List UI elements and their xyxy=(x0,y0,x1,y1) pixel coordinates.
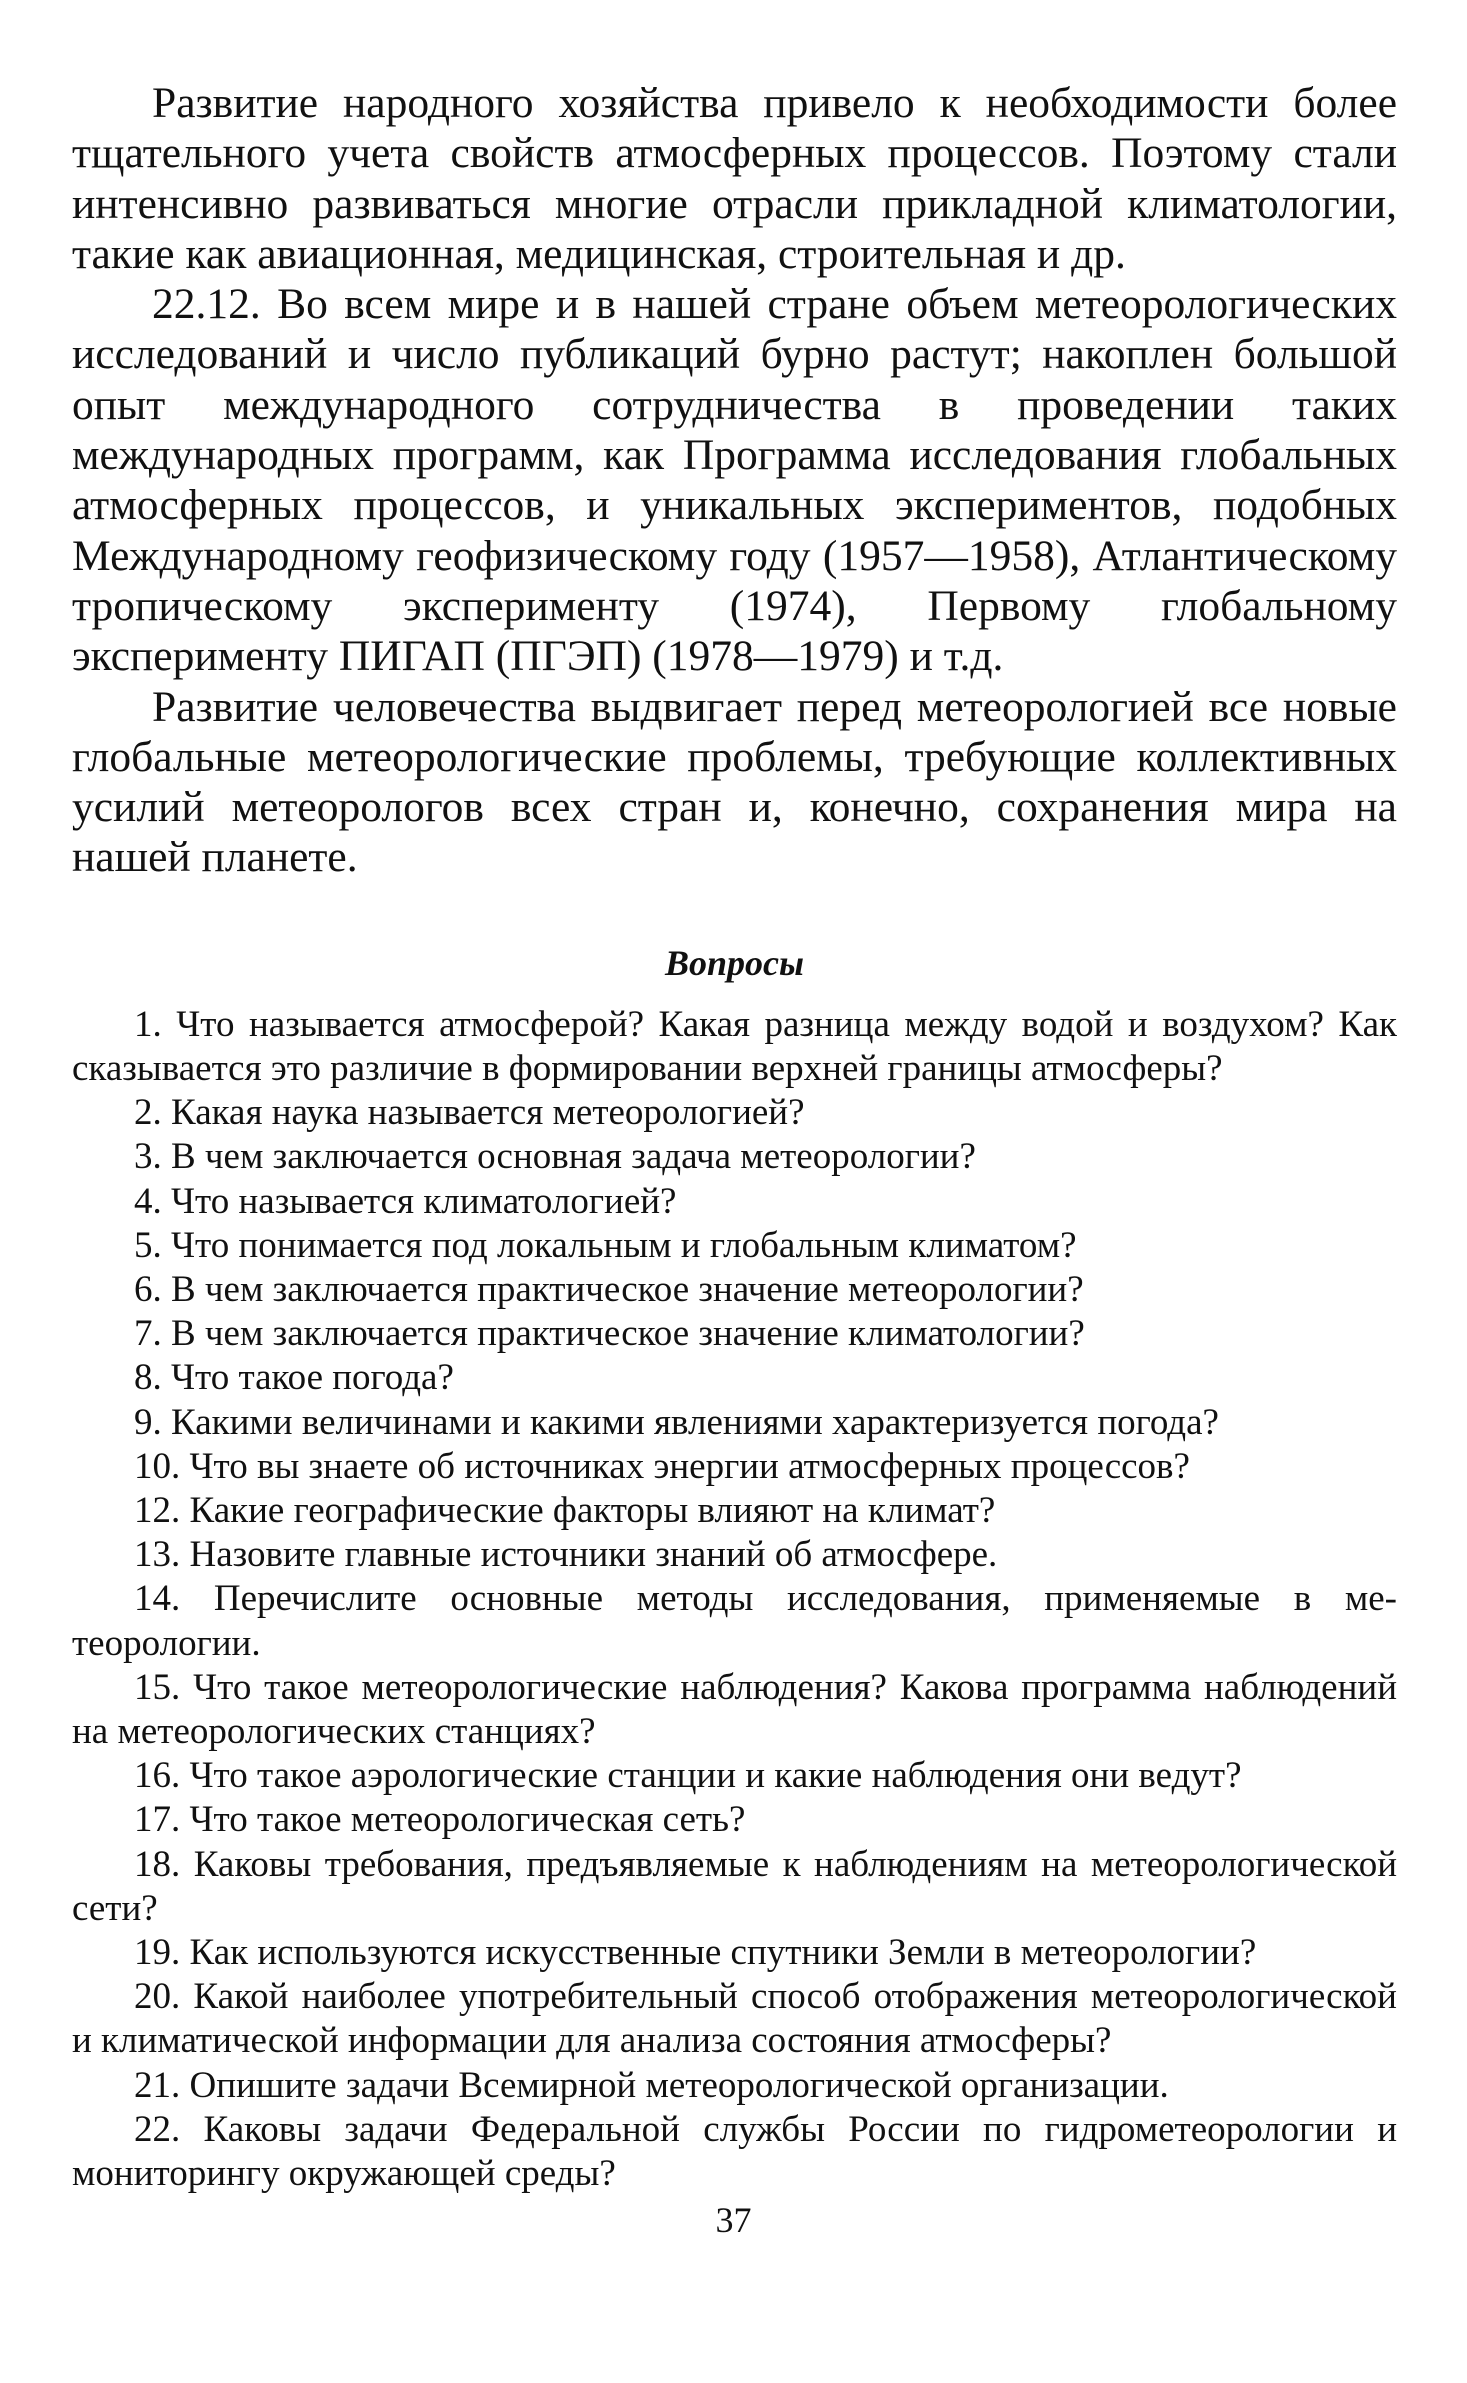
question-item: 4. Что называется климатологией? xyxy=(134,1180,677,1222)
paragraph-international-research: 22.12. Во всем мире и в нашей стране объем метеорологических исследований и число публикаций бурно растут; накоплен большой опыт международного сотрудничества в проведении таких международных программ, как Программа исследования глобальных атмосферных процессов, и уникальных экспериментов, подобных Международному геофизическому году (1957—1958), Атлантическому тропическому эксперименту (1974), Первому глобальному эксперименту ПИГАП (ПГЭП) (1978—1979) и т.д. xyxy=(72,280,1397,681)
question-item: 15. Что такое метеорологические наблюдения? Какова программа наблюдений на метеорологических станциях? xyxy=(72,1666,1397,1752)
question-item: 9. Какими величинами и какими явлениями характеризуется погода? xyxy=(134,1401,1219,1443)
question-item: 6. В чем заключается практическое значение метеорологии? xyxy=(134,1268,1084,1310)
question-item: 1. Что называется атмосферой? Какая разница между водой и воздухом? Как сказывается это различие в формировании верхней границы атмосферы? xyxy=(72,1003,1397,1089)
question-item: 8. Что такое погода? xyxy=(134,1357,454,1399)
question-item: 21. Опишите задачи Всемирной метеорологической организации. xyxy=(134,2064,1169,2106)
paragraph-applied-climatology: Развитие народного хозяйства привело к необходимости более тщательного учета свойств атмосферных процессов. Поэтому стали интенсивно развиваться многие отрасли прикладной климатологии, такие как авиационная, медицинская, строительная и др. xyxy=(72,79,1397,278)
question-item: 22. Каковы задачи Федеральной службы России по гидрометеорологии и мониторингу окружающей среды? xyxy=(72,2108,1397,2195)
question-item: 12. Какие географические факторы влияют на климат? xyxy=(134,1489,996,1531)
paragraph-global-problems: Развитие человечества выдвигает перед метеорологией все новые глобальные метеорологические проблемы, требующие коллективных усилий метеорологов всех стран и, конечно, сохранения мира на нашей планете. xyxy=(72,682,1397,882)
question-item: 18. Каковы требования, предъявляемые к наблюдениям на метеорологической сети? xyxy=(72,1843,1397,1929)
question-item: 19. Как используются искусственные спутники Земли в метеорологии? xyxy=(134,1932,1257,1974)
question-item: 10. Что вы знаете об источниках энергии атмосферных процессов? xyxy=(134,1445,1190,1487)
question-item: 20. Какой наиболее употребительный способ отображения метеорологической и климатической информации для анализа состояния атмосферы? xyxy=(72,1976,1397,2062)
questions-list xyxy=(72,1003,1397,2196)
question-item: 7. В чем заключается практическое значение климатологии? xyxy=(134,1313,1085,1355)
question-item: 17. Что такое метеорологическая сеть? xyxy=(134,1799,746,1841)
question-item: 16. Что такое аэрологические станции и какие наблюдения они ведут? xyxy=(134,1755,1242,1797)
question-item: 2. Какая наука называется метеорологией? xyxy=(134,1092,805,1134)
question-item: 5. Что понимается под локальным и глобальным климатом? xyxy=(134,1224,1077,1266)
page-body xyxy=(72,78,1397,2196)
question-item: 13. Назовите главные источники знаний об атмосфере. xyxy=(134,1534,998,1576)
question-item: 3. В чем заключается основная задача метеорологии? xyxy=(134,1136,976,1178)
question-item: 14. Перечислите основные методы исследования, применяемые в метеорологии. xyxy=(72,1578,1397,1664)
questions-heading: Вопросы xyxy=(665,942,804,983)
page-number: 37 xyxy=(715,2200,752,2240)
